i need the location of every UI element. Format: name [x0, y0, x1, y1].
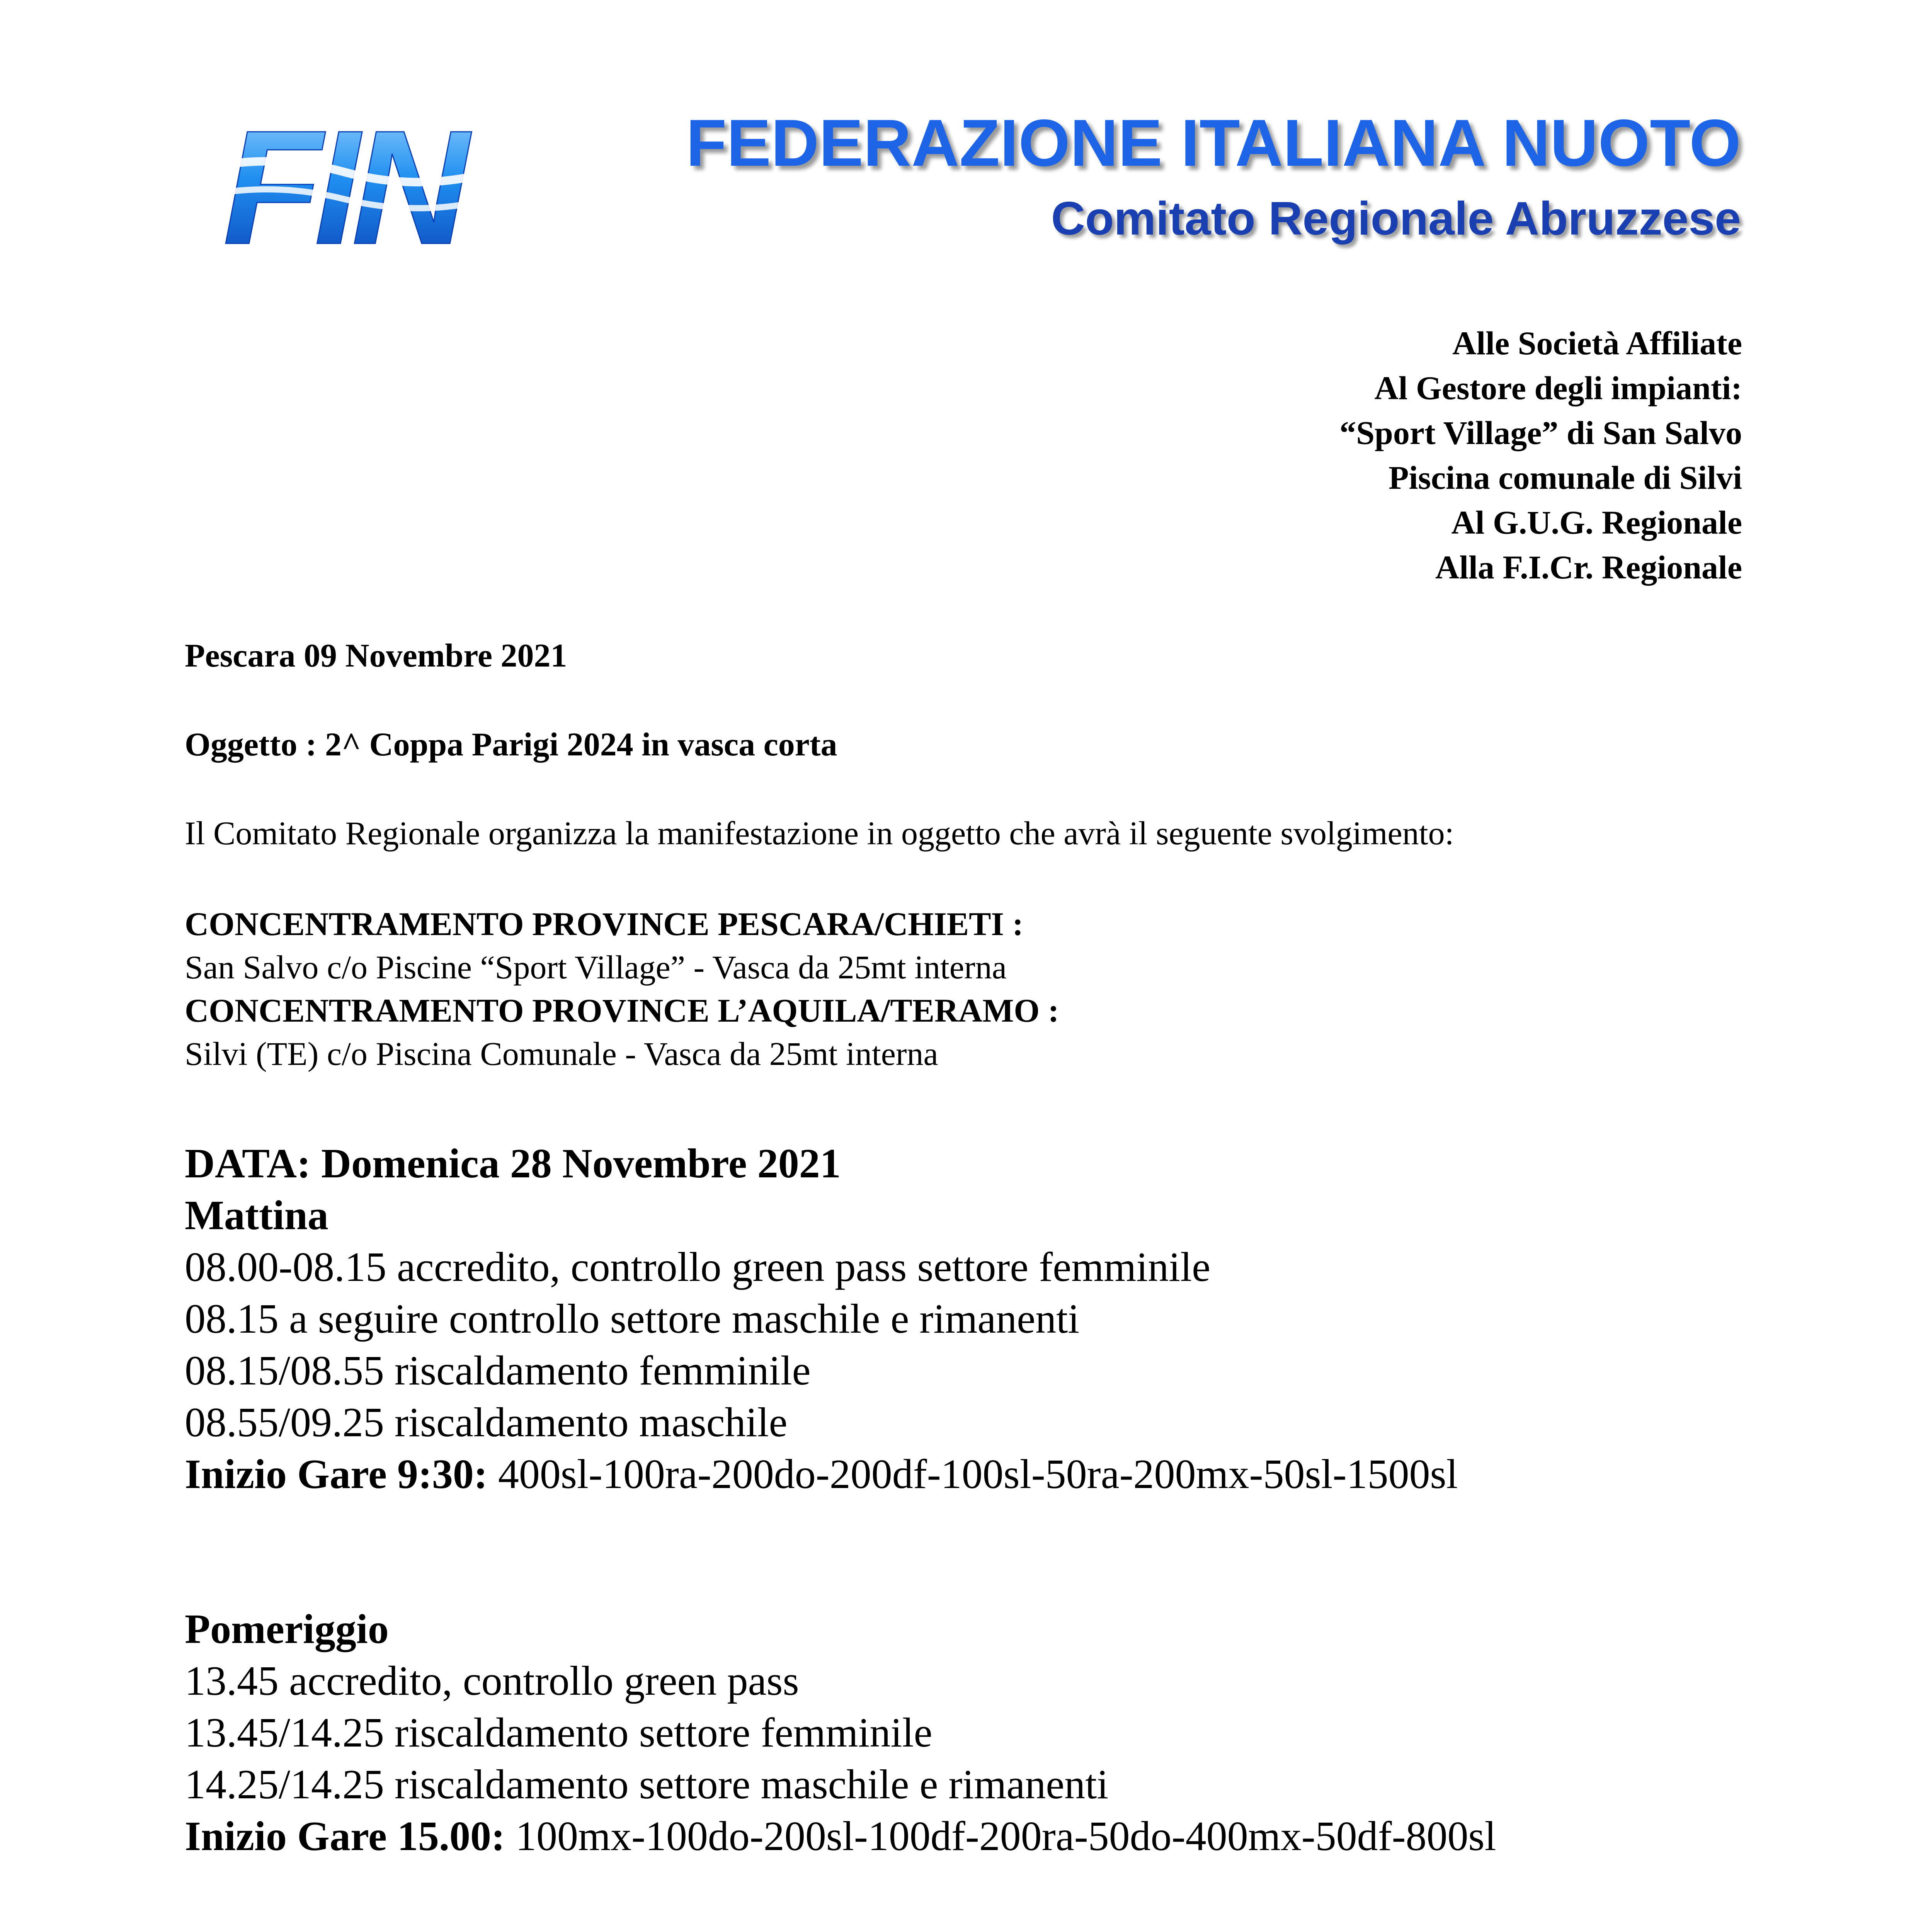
fin-logo — [182, 104, 502, 267]
schedule-item: 08.15 a seguire controllo settore maschile e rimanenti — [185, 1296, 1080, 1342]
schedule-item: 13.45/14.25 riscaldamento settore femminile — [185, 1710, 932, 1756]
schedule-item: 08.00-08.15 accredito, controllo green pass settore femminile — [185, 1244, 1211, 1290]
venue-detail: San Salvo c/o Piscine “Sport Village” - Vasca da 25mt interna — [185, 949, 1007, 986]
schedule-item: 08.15/08.55 riscaldamento femminile — [185, 1348, 811, 1394]
morning-title: Mattina — [185, 1192, 328, 1238]
subject-line: Oggetto : 2^ Coppa Parigi 2024 in vasca corta — [185, 726, 837, 763]
event-date: DATA: Domenica 28 Novembre 2021 — [185, 1141, 841, 1187]
schedule-item: 08.55/09.25 riscaldamento maschile — [185, 1400, 788, 1446]
venue-heading: CONCENTRAMENTO PROVINCE L’AQUILA/TERAMO : — [185, 992, 1059, 1029]
intro-text: Il Comitato Regionale organizza la manifestazione in oggetto che avrà il seguente svolgimento: — [185, 815, 1454, 852]
schedule-item: 13.45 accredito, controllo green pass — [185, 1658, 799, 1704]
race-start-label: Inizio Gare 15.00: — [185, 1813, 505, 1859]
venue-heading: CONCENTRAMENTO PROVINCE PESCARA/CHIETI : — [185, 905, 1024, 942]
place-date: Pescara 09 Novembre 2021 — [185, 637, 567, 674]
venue-detail: Silvi (TE) c/o Piscina Comunale - Vasca da 25mt interna — [185, 1035, 938, 1072]
federation-title: FEDERAZIONE ITALIANA NUOTO — [686, 106, 1741, 180]
afternoon-race-start — [185, 1811, 1496, 1862]
race-start-label: Inizio Gare 9:30: — [185, 1451, 488, 1497]
federation-subtitle: Comitato Regionale Abruzzese — [1051, 192, 1741, 245]
race-events: 100mx-100do-200sl-100df-200ra-50do-400mx-50df-800sl — [515, 1813, 1496, 1859]
morning-race-start — [185, 1449, 1458, 1500]
fin-logo-lettering: FIN — [223, 104, 461, 267]
race-events: 400sl-100ra-200do-200df-100sl-50ra-200mx-50sl-1500sl — [498, 1451, 1458, 1497]
addressee-line: Al Gestore degli impianti: — [1374, 369, 1742, 406]
addressee-line: Alla F.I.Cr. Regionale — [1435, 549, 1742, 586]
addressee-line: Piscina comunale di Silvi — [1388, 459, 1742, 496]
addressee-block — [892, 321, 1742, 590]
afternoon-title: Pomeriggio — [185, 1606, 389, 1652]
addressee-line: Alle Società Affiliate — [1452, 325, 1742, 362]
schedule-item: 14.25/14.25 riscaldamento settore maschile e rimanenti — [185, 1762, 1109, 1808]
addressee-line: “Sport Village” di San Salvo — [1339, 414, 1742, 451]
addressee-line: Al G.U.G. Regionale — [1451, 504, 1742, 541]
